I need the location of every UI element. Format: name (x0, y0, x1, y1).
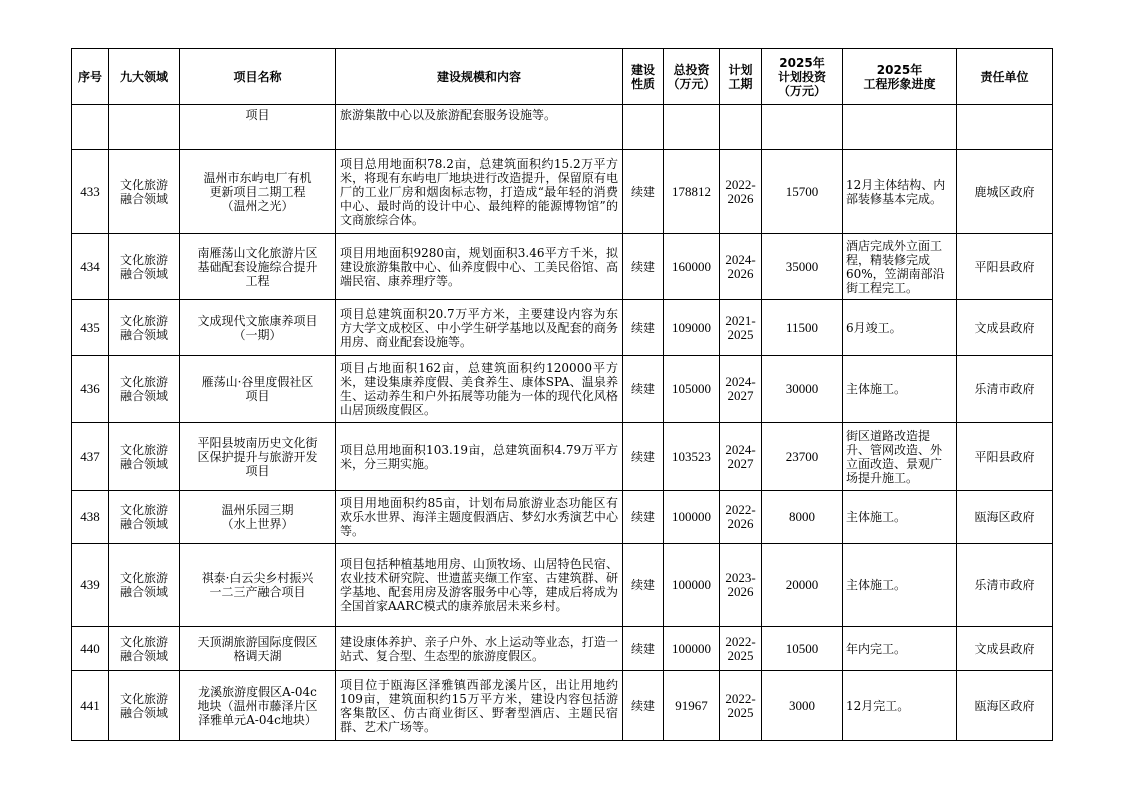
cell-nature: 续建 (623, 671, 664, 741)
cell-description: 项目总建筑面积20.7万平方米，主要建设内容为东方大学文成校区、中小学生研学基地以及配套的商务用房、商业配套设施等。 (336, 300, 623, 356)
table-row (72, 544, 1053, 627)
cell-name: 天顶湖旅游国际度假区 格调天湖 (180, 627, 336, 671)
cell-plan-2025: 23700 (762, 423, 843, 491)
cell-description: 项目总用地面积78.2亩，总建筑面积约15.2万平方米，将现有东屿电厂地块进行改造提升，保留原有电厂的工业厂房和烟囱标志物，打造成“最年轻的消费中心、最时尚的设计中心、最纯粹的能源博物馆”的文商旅综合体。 (336, 150, 623, 234)
cell-name: 项目 (180, 105, 336, 150)
cell-description: 项目总用地面积103.19亩，总建筑面积4.79万平方米，分三期实施。 (336, 423, 623, 491)
cell-unit: 乐清市政府 (957, 544, 1053, 627)
cell-unit: 平阳县政府 (957, 423, 1053, 491)
header-progress-2025: 2025年 工程形象进度 (843, 49, 957, 105)
cell-nature: 续建 (623, 491, 664, 544)
cell-progress: 酒店完成外立面工程，精装修完成60%，笠湖南部沿街工程完工。 (843, 234, 957, 300)
header-responsible-unit: 责任单位 (957, 49, 1053, 105)
cell-seq: 436 (72, 356, 109, 423)
cell-name: 龙溪旅游度假区A-04c 地块（温州市藤泽片区 泽雅单元A-04c地块） (180, 671, 336, 741)
cell-plan-2025: 3000 (762, 671, 843, 741)
cell-total: 91967 (664, 671, 720, 741)
table-row (72, 234, 1053, 300)
cell-plan-2025: 8000 (762, 491, 843, 544)
cell-description: 项目用地面积约85亩，计划布局旅游业态功能区有欢乐水世界、海洋主题度假酒店、梦幻水秀演艺中心等。 (336, 491, 623, 544)
cell-name: 平阳县坡南历史文化街 区保护提升与旅游开发 项目 (180, 423, 336, 491)
cell-domain: 文化旅游 融合领域 (109, 150, 180, 234)
cell-nature: 续建 (623, 150, 664, 234)
cell-nature: 续建 (623, 423, 664, 491)
cell-progress: 主体施工。 (843, 491, 957, 544)
cell-total: 100000 (664, 544, 720, 627)
table-row (72, 423, 1053, 491)
cell-domain: 文化旅游 融合领域 (109, 234, 180, 300)
cell-plan-2025: 30000 (762, 356, 843, 423)
table-row (72, 627, 1053, 671)
cell-description: 旅游集散中心以及旅游配套服务设施等。 (336, 105, 623, 150)
cell-unit: 瓯海区政府 (957, 671, 1053, 741)
cell-domain: 文化旅游 融合领域 (109, 300, 180, 356)
cell-seq: 435 (72, 300, 109, 356)
cell-domain: 文化旅游 融合领域 (109, 627, 180, 671)
cell-progress: 12月完工。 (843, 671, 957, 741)
cell-progress: 主体施工。 (843, 544, 957, 627)
cell-nature: 续建 (623, 234, 664, 300)
cell-domain: 文化旅游 融合领域 (109, 356, 180, 423)
cell-seq: 434 (72, 234, 109, 300)
cell-nature: 续建 (623, 300, 664, 356)
header-domain: 九大领域 (109, 49, 180, 105)
cell-period: 2021- 2025 (720, 300, 762, 356)
cell-progress: 12月主体结构、内部装修基本完成。 (843, 150, 957, 234)
cell-unit: 文成县政府 (957, 300, 1053, 356)
cell-period: 2022- 2025 (720, 627, 762, 671)
cell-period: 2022- 2025 (720, 671, 762, 741)
cell-name: 温州市东屿电厂有机 更新项目二期工程 （温州之光） (180, 150, 336, 234)
cell-unit: 平阳县政府 (957, 234, 1053, 300)
cell-progress: 年内完工。 (843, 627, 957, 671)
cell-name: 祺泰·白云尖乡村振兴 一二三产融合项目 (180, 544, 336, 627)
cell-domain: 文化旅游 融合领域 (109, 423, 180, 491)
cell-total: 178812 (664, 150, 720, 234)
header-nature: 建设 性质 (623, 49, 664, 105)
table-row (72, 150, 1053, 234)
header-plan-2025: 2025年 计划投资 （万元） (762, 49, 843, 105)
cell-total: 103523 (664, 423, 720, 491)
cell-total: 160000 (664, 234, 720, 300)
cell-nature: 续建 (623, 544, 664, 627)
cell-period: 2023- 2026 (720, 544, 762, 627)
header-project-name: 项目名称 (180, 49, 336, 105)
cell-domain: 文化旅游 融合领域 (109, 544, 180, 627)
cell-name: 温州乐园三期 （水上世界） (180, 491, 336, 544)
cell-description: 项目用地面积9280亩，规划面积3.46平方千米，拟建设旅游集散中心、仙养度假中心、工美民俗馆、高端民宿、康养理疗等。 (336, 234, 623, 300)
cell-name: 南雁荡山文化旅游片区 基础配套设施综合提升 工程 (180, 234, 336, 300)
cell-plan-2025: 35000 (762, 234, 843, 300)
table-row (72, 491, 1053, 544)
cell-seq: 439 (72, 544, 109, 627)
cell-seq: 441 (72, 671, 109, 741)
cell-description: 项目位于瓯海区泽雅镇西部龙溪片区，出让用地约109亩，建筑面积约15万平方米，建设内容包括游客集散区、仿古商业街区、野奢型酒店、主题民宿群、艺术广场等。 (336, 671, 623, 741)
cell-plan-2025: 11500 (762, 300, 843, 356)
cell-seq: 440 (72, 627, 109, 671)
cell-total: 100000 (664, 491, 720, 544)
cell-unit: 鹿城区政府 (957, 150, 1053, 234)
header-period: 计划 工期 (720, 49, 762, 105)
cell-unit: 瓯海区政府 (957, 491, 1053, 544)
cell-unit: 文成县政府 (957, 627, 1053, 671)
project-table (71, 48, 1053, 741)
cell-nature: 续建 (623, 356, 664, 423)
header-seq: 序号 (72, 49, 109, 105)
header-total-investment: 总投资 （万元） (664, 49, 720, 105)
cell-seq: 437 (72, 423, 109, 491)
table-row (72, 356, 1053, 423)
cell-plan-2025: 10500 (762, 627, 843, 671)
cell-description: 项目占地面积162亩，总建筑面积约120000平方米，建设集康养度假、美食养生、康体SPA、温泉养生、运动养生和户外拓展等功能为一体的现代化风格山居顶级度假区。 (336, 356, 623, 423)
cell-name: 雁荡山·谷里度假社区 项目 (180, 356, 336, 423)
cell-period: 2024- 2027 (720, 423, 762, 491)
table-row (72, 300, 1053, 356)
cell-plan-2025: 20000 (762, 544, 843, 627)
cell-period: 2024- 2027 (720, 356, 762, 423)
cell-period: 2024- 2026 (720, 234, 762, 300)
cell-description: 项目包括种植基地用房、山顶牧场、山居特色民宿、农业技术研究院、世遗蓝夹缬工作室、古建筑群、研学基地、配套用房及游客服务中心等，建成后将成为全国首家AARC模式的康养旅居未来乡村。 (336, 544, 623, 627)
cell-unit: 乐清市政府 (957, 356, 1053, 423)
cell-name: 文成现代文旅康养项目 （一期） (180, 300, 336, 356)
cell-domain: 文化旅游 融合领域 (109, 671, 180, 741)
table-row (72, 671, 1053, 741)
cell-progress: 主体施工。 (843, 356, 957, 423)
cell-seq: 438 (72, 491, 109, 544)
cell-plan-2025: 15700 (762, 150, 843, 234)
cell-domain: 文化旅游 融合领域 (109, 491, 180, 544)
cell-progress: 6月竣工。 (843, 300, 957, 356)
cell-total: 105000 (664, 356, 720, 423)
cell-description: 建设康体养护、亲子户外、水上运动等业态，打造一站式、复合型、生态型的旅游度假区。 (336, 627, 623, 671)
header-scale-content: 建设规模和内容 (336, 49, 623, 105)
cell-period: 2022- 2026 (720, 491, 762, 544)
cell-seq: 433 (72, 150, 109, 234)
cell-nature: 续建 (623, 627, 664, 671)
cell-period: 2022- 2026 (720, 150, 762, 234)
continuation-row (72, 105, 1053, 150)
cell-total: 109000 (664, 300, 720, 356)
cell-progress: 街区道路改造提升、管网改造、外立面改造、景观广场提升施工。 (843, 423, 957, 491)
cell-total: 100000 (664, 627, 720, 671)
header-row (72, 49, 1053, 105)
